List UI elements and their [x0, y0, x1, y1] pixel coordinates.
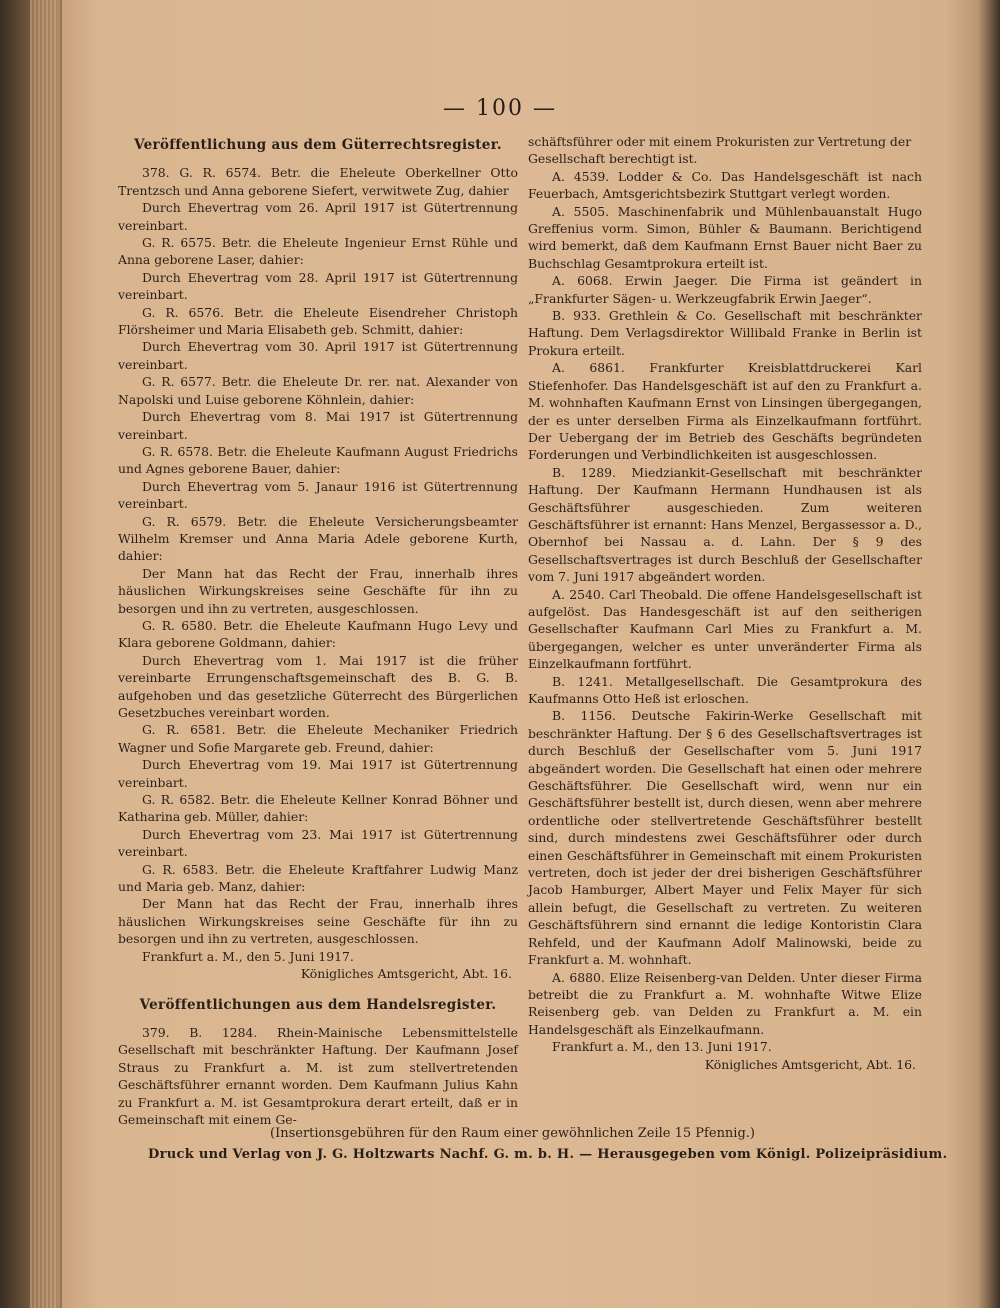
entry-id: A. 6861. — [552, 360, 625, 376]
entry-id: B. 933. — [552, 308, 601, 324]
handel-entry — [528, 307, 922, 359]
entry-text: Carl Theobald. Die offene Handelsgesellschaft ist aufgelöst. Das Handesgeschäft ist auf den seitherigen Gesellschafter Kaufmann Carl Mies zu Frankfurt a. M. übergegangen, welcher es unter unveränderter Firma als Einzelkaufmann fortführt. — [528, 586, 922, 672]
guter-entry-note: Durch Ehevertrag vom 23. Mai 1917 ist Gütertrennung vereinbart. — [118, 826, 518, 860]
handel-entry — [528, 359, 922, 463]
entry-id: G. R. 6576. — [142, 304, 225, 320]
right-column — [528, 133, 922, 1087]
guter-entry-note: Durch Ehevertrag vom 5. Janaur 1916 ist Gütertrennung vereinbart. — [118, 478, 518, 512]
entry-id: A. 2540. — [552, 586, 605, 602]
entry-text: Betr. die Eheleute Kaufmann Hugo Levy und Klara geborene Goldmann, dahier: — [118, 617, 518, 651]
entry-id: G. R. 6575. — [142, 235, 216, 251]
entry-id: G. R. 6581. — [142, 722, 226, 738]
handel-entry — [528, 464, 922, 586]
guter-entry — [118, 617, 518, 652]
entry-text: Betr. die Eheleute Mechaniker Friedrich Wagner und Sofie Margarete geb. Freund, dahier: — [118, 722, 519, 755]
date-line-1: Frankfurt a. M., den 5. Juni 1917. — [142, 948, 354, 964]
entry-text: Betr. die Eheleute Dr. rer. nat. Alexander von Napolski und Luise geborene Köhnlein, dahier: — [118, 374, 518, 407]
guter-entry — [118, 164, 518, 199]
entry-id: G. R. 6580. — [142, 617, 217, 633]
guter-entry-note: Durch Ehevertrag vom 26. April 1917 ist Gütertrennung vereinbart. — [118, 200, 518, 233]
entry-id: G. R. 6582. — [142, 792, 215, 808]
entry-id: B. 1289. — [552, 464, 616, 480]
right-page-edge — [978, 0, 1000, 1308]
entry-text: Frankfurter Kreisblattdruckerei Karl Stiefenhofer. Das Handelsgeschäft ist auf den zu Frankfurt a. M. wohnhaften Kaufmann Ernst von Linsingen übergegangen, der es unter derselben Firma als Einzelkaufmann fortführt. Der Uebergang der im Betrieb des Geschäfts begründeten Forderungen und Verbindlichkeiten ist ausgeschlossen. — [528, 360, 922, 463]
entry-text: Deutsche Fakirin-Werke Gesellschaft mit beschränkter Haftung. Der § 6 des Gesellschaftsvertrages ist durch Beschluß der Gesellschafter vom 5. Juni 1917 abgeändert worden. Die Gesellschaft hat einen oder mehrere Geschäftsführer. Die Gesellschaft wird, wenn nur ein Geschäftsführer bestellt ist, durch diesen, wenn aber mehrere ordentliche oder stellvertretende Geschäftsführer bestellt sind, durch mindestens zwei Geschäftsführer oder durch einen Geschäftsführer in Gemeinschaft mit einem Prokuristen vertreten, doch ist jeder der drei bisherigen Geschäftsführer Jacob Hamburger, Albert Mayer und Felix Mayer für sich allein befugt, die Gesellschaft zu vertreten. Zu weiteren Geschäftsführern sind ernannt die ledige Kontoristin Clara Rehfeld, und der Kaufmann Adolf Malinowski, beide zu Frankfurt a. M. wohnhaft. — [528, 708, 922, 968]
entry-id: A. 6880. — [552, 969, 605, 985]
footer-publisher: Druck und Verlag von J. G. Holtzwarts Nachf. G. m. b. H. — Herausgegeben vom Königl. Polizeipräsidium. — [148, 1147, 948, 1162]
guter-entry — [118, 721, 518, 756]
guter-entry-note: Durch Ehevertrag vom 1. Mai 1917 ist die früher vereinbarte Errungenschaftsgemeinschaft des B. G. B. aufgehoben und das gesetzliche Güterrecht des Bürgerlichen Gesetzbuches vereinbart worden. — [118, 652, 518, 720]
left-column — [118, 133, 518, 1128]
entry-text: Betr. die Eheleute Kaufmann August Friedrichs und Agnes geborene Bauer, dahier: — [118, 443, 518, 477]
handel-entry — [528, 203, 922, 273]
signature-1: Königliches Amtsgericht, Abt. 16. — [300, 966, 512, 982]
entry-text: Miedziankit-Gesellschaft mit beschränkter Haftung. Der Kaufmann Hermann Hundhausen ist als Geschäftsführer ausgeschieden. Zum weiteren Geschäftsführer ist ernannt: Hans Menzel, Bergassessor a. D., Obernhof bei Nassau a. d. Lahn. Der § 9 des Gesellschaftsvertrages ist durch Beschluß der Gesellschafter vom 7. Juni 1917 abgeändert worden. — [528, 464, 922, 585]
entry-text: Betr. die Eheleute Oberkellner Otto Trentzsch und Anna geborene Siefert, verwitwete Zug, dahier — [118, 165, 518, 198]
handel-entry — [528, 272, 922, 307]
entry-text: Betr. die Eheleute Kellner Konrad Böhner und Katharina geb. Müller, dahier: — [118, 792, 518, 825]
entry-text: Grethlein & Co. Gesellschaft mit beschränkter Haftung. Dem Verlagsdirektor Willibald Franke in Berlin ist Prokura erteilt. — [528, 308, 922, 358]
handelsregister-list — [528, 168, 922, 1038]
entry-text: Lodder & Co. Das Handelsgeschäft ist nach Feuerbach, Amtsgerichtsbezirk Stuttgart verlegt worden. — [528, 168, 922, 202]
guter-entry — [118, 373, 518, 408]
signature-2: Königliches Amtsgericht, Abt. 16. — [704, 1056, 916, 1072]
guter-entry — [118, 861, 518, 896]
handel-entry — [528, 707, 922, 968]
handel-entry — [528, 168, 922, 203]
guter-entry — [118, 304, 518, 339]
entry-text: Rhein-Mainische Lebensmittelstelle Gesellschaft mit beschränkter Haftung. Der Kaufmann Josef Straus zu Frankfurt a. M. ist zum stellvertretenden Geschäftsführer ernannt worden. Dem Kaufmann Julius Kahn zu Frankfurt a. M. ist Gesamtprokura derart erteilt, daß er in Gemeinschaft mit einem Ge- — [118, 1024, 518, 1127]
guter-entry — [118, 234, 518, 269]
guter-entry-note: Der Mann hat das Recht der Frau, innerhalb ihres häuslichen Wirkungskreises seine Geschäfte für ihn zu besorgen und ihn zu vertreten, ausgeschlossen. — [118, 565, 518, 616]
guter-entry-note: Durch Ehevertrag vom 30. April 1917 ist Gütertrennung vereinbart. — [118, 339, 518, 372]
guter-entry-note: Durch Ehevertrag vom 8. Mai 1917 ist Gütertrennung vereinbart. — [118, 409, 518, 442]
entry-text: Metallgesellschaft. Die Gesamtprokura des Kaufmanns Otto Heß ist erloschen. — [528, 673, 922, 706]
handel-entry — [528, 586, 922, 673]
entry-text: Erwin Jaeger. Die Firma ist geändert in „Frankfurter Sägen- u. Werkzeugfabrik Erwin Jaeger“. — [528, 273, 922, 306]
page-number: — 100 — — [443, 96, 557, 121]
guter-entry — [118, 513, 518, 565]
guter-entry — [118, 443, 518, 478]
entry-id: G. R. 6578. — [142, 443, 213, 459]
entry-text: Elize Reisenberg-van Delden. Unter dieser Firma betreibt die zu Frankfurt a. M. wohnhafte Witwe Elize Reisenberg geb. van Delden zu Frankfurt a. M. ein Handelsgeschäft als Einzelkaufmann. — [528, 969, 922, 1037]
entry-text: Betr. die Eheleute Ingenieur Ernst Rühle und Anna geborene Laser, dahier: — [118, 235, 518, 268]
entry-id: B. 1241. — [552, 673, 613, 689]
entry-id: A. 6068. — [552, 273, 613, 289]
entry-id: A. 5505. — [552, 203, 610, 219]
entry-text: Maschinenfabrik und Mühlenbauanstalt Hugo Greffenius vorm. Simon, Bühler & Baumann. Berichtigend wird bemerkt, daß dem Kaufmann Ernst Bauer nicht Baer zu Buchschlag Gesamtprokura erteilt ist. — [528, 203, 922, 271]
guter-entry — [118, 791, 518, 826]
entry-id: A. 4539. — [552, 168, 610, 184]
entry-text: Betr. die Eheleute Versicherungsbeamter Wilhelm Kremser und Anna Maria Adele geborene Kurth, dahier: — [118, 513, 519, 564]
entry-id: G. R. 6579. — [142, 513, 227, 529]
heading-guterrecht: Veröffentlichung aus dem Güterrechtsregister. — [134, 137, 502, 153]
guter-entry-note: Der Mann hat das Recht der Frau, innerhalb ihres häuslichen Wirkungskreises seine Geschäfte für ihn zu besorgen und ihn zu vertreten, ausgeschlossen. — [118, 896, 518, 947]
guter-entry-note: Durch Ehevertrag vom 19. Mai 1917 ist Gütertrennung vereinbart. — [118, 757, 518, 790]
handel-entry — [528, 969, 922, 1039]
entry-text: Betr. die Eheleute Eisendreher Christoph Flörsheimer und Maria Elisabeth geb. Schmitt, dahier: — [118, 304, 518, 338]
footer-insertion-fee: (Insertionsgebühren für den Raum einer gewöhnlichen Zeile 15 Pfennig.) — [270, 1126, 755, 1141]
entry-id: G. R. 6577. — [142, 374, 216, 390]
entry-id: 379. B. 1284. — [142, 1024, 258, 1040]
entry-id: B. 1156. — [552, 708, 616, 724]
entry-text: Betr. die Eheleute Kraftfahrer Ludwig Manz und Maria geb. Manz, dahier: — [118, 861, 518, 895]
guterrecht-list — [118, 164, 518, 947]
continuation-text: schäftsführer oder mit einem Prokuristen zur Vertretung der Gesellschaft berechtigt ist. — [528, 134, 912, 167]
guter-entry-note: Durch Ehevertrag vom 28. April 1917 ist Gütertrennung vereinbart. — [118, 269, 518, 303]
entry-id: 378. G. R. 6574. — [142, 165, 262, 181]
entry-id: G. R. 6583. — [142, 861, 219, 877]
entry-handel-first — [118, 1024, 518, 1128]
date-line-2: Frankfurt a. M., den 13. Juni 1917. — [552, 1039, 772, 1055]
heading-handelsregister: Veröffentlichungen aus dem Handelsregister. — [139, 996, 497, 1013]
handel-entry — [528, 673, 922, 708]
